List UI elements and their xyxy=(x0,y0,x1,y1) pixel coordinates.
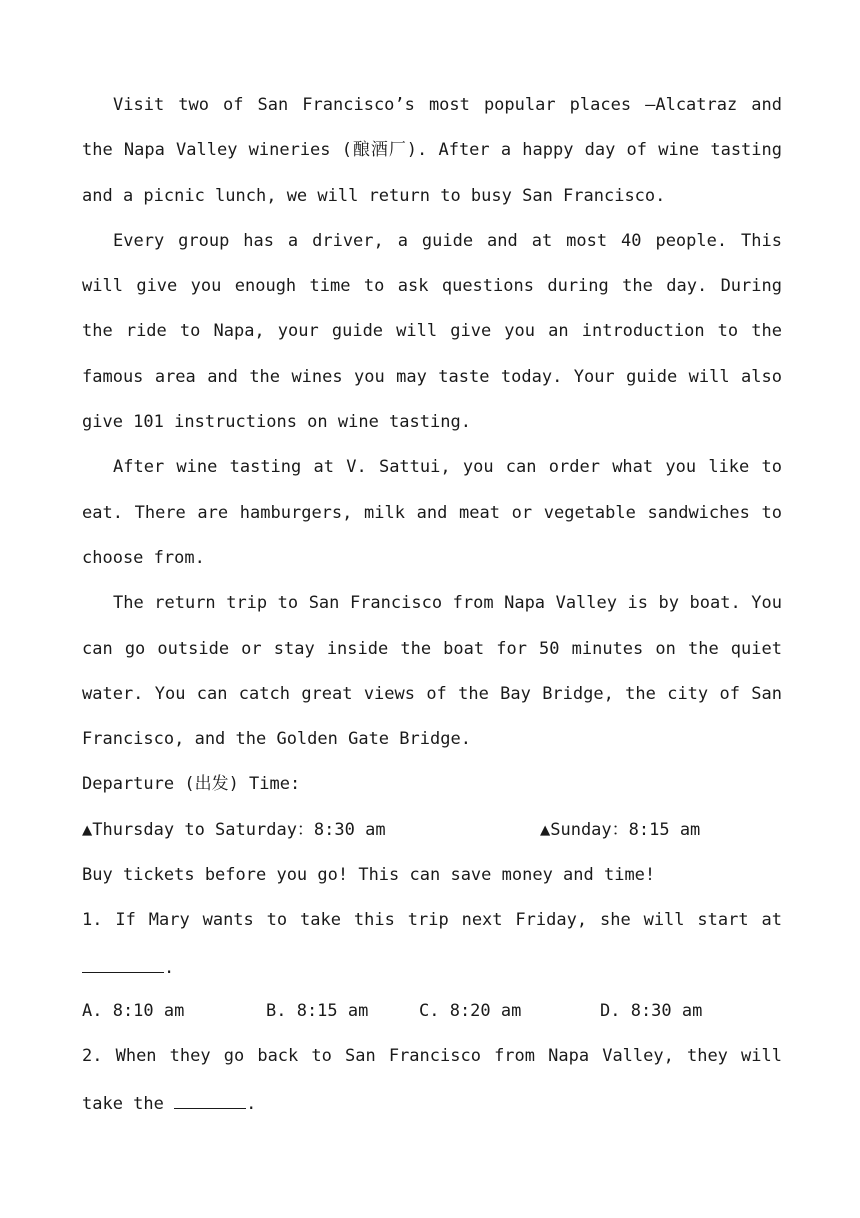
question-stem-continued xyxy=(82,1080,782,1125)
option-c[interactable]: C. 8:20 am xyxy=(419,1000,522,1021)
question-stem: 2. When they go back to San Francisco from Napa Valley, they will xyxy=(82,1046,782,1067)
paragraph-4 xyxy=(82,581,782,762)
paragraph-line: famous area and the wines you may taste today. Your guide will also xyxy=(82,366,782,387)
paragraph-line: the ride to Napa, your guide will give you an introduction to the xyxy=(82,321,782,342)
paragraph-2 xyxy=(82,219,782,445)
question-1 xyxy=(82,898,782,1034)
option-a[interactable]: A. 8:10 am xyxy=(82,1000,185,1021)
answer-blank[interactable] xyxy=(82,944,164,973)
paragraph-line: water. You can catch great views of the Bay Bridge, the city of San xyxy=(82,683,782,704)
paragraph-line: will give you enough time to ask questions during the day. During xyxy=(82,276,782,297)
paragraph-line: the Napa Valley wineries (酿酒厂). After a happy day of wine tasting xyxy=(82,140,782,161)
paragraph-line: The return trip to San Francisco from Napa Valley is by boat. You xyxy=(113,593,782,614)
paragraph-line: choose from. xyxy=(82,547,205,568)
schedule-sunday: ▲Sunday：8:15 am xyxy=(540,819,701,840)
paragraph-line: give 101 instructions on wine tasting. xyxy=(82,412,471,433)
paragraph-line: Visit two of San Francisco’s most popular places —Alcatraz and xyxy=(113,95,782,115)
paragraph-line: Every group has a driver, a guide and at most 40 people. This xyxy=(113,230,782,251)
paragraph-line: and a picnic lunch, we will return to busy San Francisco. xyxy=(82,185,666,206)
question-stem: 1. If Mary wants to take this trip next Friday, she will start at xyxy=(82,910,782,931)
paragraph-line: After wine tasting at V. Sattui, you can order what you like to xyxy=(113,457,782,478)
question-stem-continued xyxy=(82,944,782,989)
schedule-weekday: ▲Thursday to Saturday：8:30 am xyxy=(82,819,386,840)
departure-schedule xyxy=(82,808,782,853)
stem-end: . xyxy=(246,1093,257,1114)
question-2 xyxy=(82,1034,782,1125)
ticket-advice: Buy tickets before you go! This can save money and time! xyxy=(82,865,656,886)
paragraph-line: eat. There are hamburgers, milk and meat or vegetable sandwiches to xyxy=(82,502,782,523)
answer-options xyxy=(82,989,782,1034)
stem-start: take the xyxy=(82,1093,175,1114)
paragraph-line: Francisco, and the Golden Gate Bridge. xyxy=(82,729,471,750)
paragraph-1 xyxy=(82,83,782,219)
stem-end: . xyxy=(164,957,175,978)
answer-blank[interactable] xyxy=(174,1080,246,1109)
paragraph-line: can go outside or stay inside the boat for 50 minutes on the quiet xyxy=(82,638,782,659)
departure-label: Departure (出发) Time: xyxy=(82,774,301,795)
option-d[interactable]: D. 8:30 am xyxy=(600,1000,703,1021)
paragraph-3 xyxy=(82,445,782,581)
option-b[interactable]: B. 8:15 am xyxy=(266,1000,369,1021)
